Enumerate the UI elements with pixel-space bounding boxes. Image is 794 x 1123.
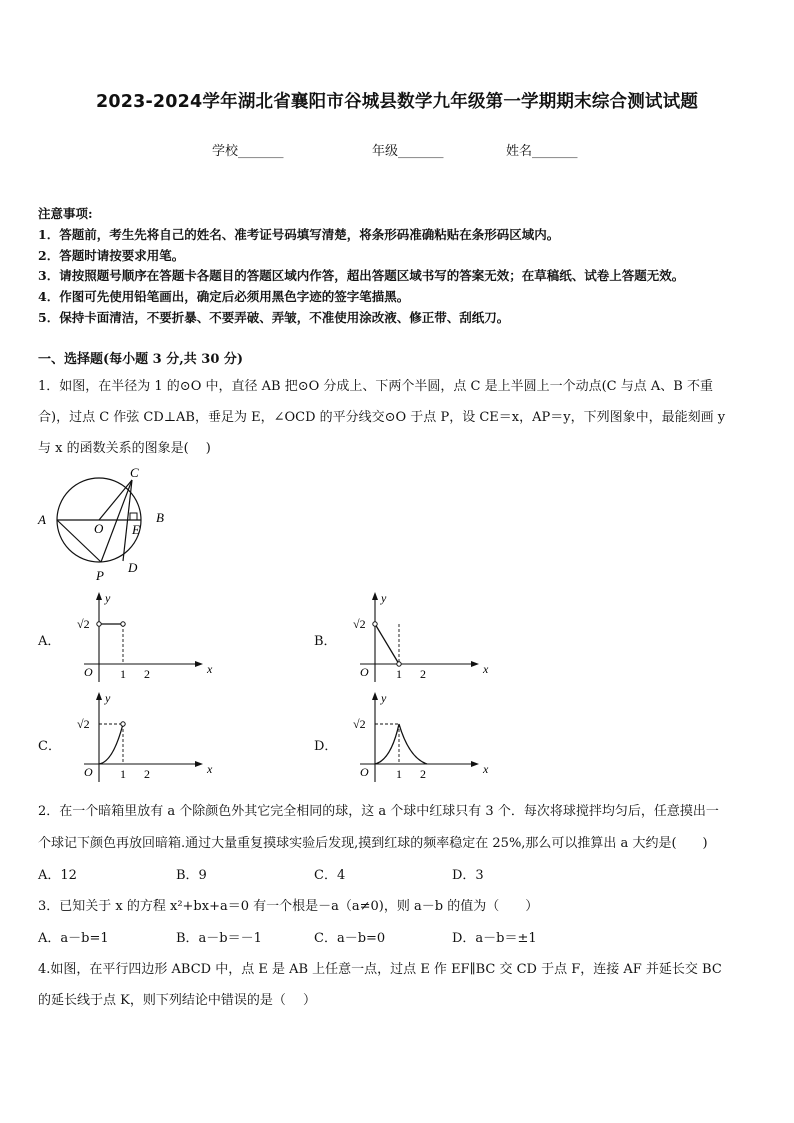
tick-2: 2: [144, 667, 150, 681]
q4-line-2: 的延长线于点 K，则下列结论中错误的是（ ）: [38, 993, 316, 1008]
q1-option-2-graph: [330, 590, 489, 690]
school-field: 学校_______: [212, 144, 284, 159]
tick-2: 2: [420, 667, 426, 681]
x-label: x: [207, 762, 213, 776]
q1-option-3-graph: [54, 690, 213, 790]
open-point-end: [397, 662, 401, 666]
sqrt2-label: √2: [353, 617, 366, 631]
y-arrow: [96, 692, 102, 700]
origin-label: O: [84, 765, 93, 779]
q2-option-a: A．12: [38, 868, 77, 883]
q3-option-c: C．a－b=0: [314, 931, 386, 946]
curve: [375, 724, 427, 764]
q1-line-2: 合)，过点 C 作弦 CD⊥AB，垂足为 E，∠OCD 的平分线交⊙O 于点 P，设 CE＝x，AP＝y，下列图象中，最能刻画 y: [38, 410, 726, 425]
origin-label: O: [84, 665, 93, 679]
x-arrow: [471, 661, 479, 667]
y-label: y: [381, 691, 387, 705]
q1-line-1: 1．如图，在半径为 1 的⊙O 中，直径 AB 把⊙O 分成上、下两个半圆，点 C 是上半圆上一个动点(C 与点 A、B 不重: [38, 379, 713, 394]
x-label: x: [207, 662, 213, 676]
notice-heading: 注意事项:: [38, 206, 93, 221]
q3-option-d: D．a－b＝±1: [452, 931, 537, 946]
section-heading: 一、选择题(每小题 3 分,共 30 分): [38, 352, 244, 367]
tick-1: 1: [120, 767, 126, 781]
q2-option-d: D．3: [452, 868, 484, 883]
q1-line-3: 与 x 的函数关系的图象是( ): [38, 441, 211, 456]
curve: [375, 624, 399, 664]
q1-option-4-graph: [330, 690, 489, 790]
notice-item-3: 3．请按照题号顺序在答题卡各题目的答题区域内作答，超出答题区域书写的答案无效；在草稿纸、试卷上答题无效。: [38, 268, 685, 283]
q1-option-1-graph: [54, 590, 213, 690]
q3-line: 3．已知关于 x 的方程 x²+bx+a＝0 有一个根是－a（a≠0)，则 a－b 的值为（ ）: [38, 899, 539, 914]
x-label: x: [483, 662, 489, 676]
y-arrow: [372, 592, 378, 600]
tick-2: 2: [144, 767, 150, 781]
notice-item-5: 5．保持卡面清洁，不要折暴、不要弄破、弄皱，不准使用涂改液、修正带、刮纸刀。: [38, 310, 510, 325]
y-label: y: [105, 591, 111, 605]
q2-line-1: 2．在一个暗箱里放有 a 个除颜色外其它完全相同的球，这 a 个球中红球只有 3 个．每次将球搅拌均匀后，任意摸出一: [38, 804, 719, 819]
q4-line-1: 4.如图，在平行四边形 ABCD 中，点 E 是 AB 上任意一点，过点 E 作 EF∥BC 交 CD 于点 F，连接 AF 并延长交 BC: [38, 962, 722, 977]
open-point-start: [373, 622, 377, 626]
y-arrow: [96, 592, 102, 600]
open-point-end: [121, 622, 125, 626]
name-field: 姓名_______: [506, 144, 578, 159]
label-A: A: [38, 512, 46, 527]
label-E: E: [132, 522, 140, 537]
x-arrow: [195, 761, 203, 767]
notice-item-2: 2．答题时请按要求用笔。: [38, 248, 185, 263]
sqrt2-label: √2: [353, 717, 366, 731]
y-label: y: [381, 591, 387, 605]
sqrt2-label: √2: [77, 617, 90, 631]
q3-option-a: A．a－b=1: [38, 931, 109, 946]
tick-1: 1: [120, 667, 126, 681]
q1-option-1-letter: A．: [38, 634, 61, 649]
origin-label: O: [360, 765, 369, 779]
q1-option-3-letter: C．: [38, 739, 61, 754]
label-P: P: [96, 568, 104, 583]
label-D: D: [128, 560, 138, 575]
grade-field: 年级_______: [372, 144, 444, 159]
tick-2: 2: [420, 767, 426, 781]
circle-figure: [34, 462, 174, 586]
label-O: O: [94, 521, 104, 536]
q1-option-4-letter: D．: [314, 739, 338, 754]
tick-1: 1: [396, 767, 402, 781]
q2-line-2: 个球记下颜色再放回暗箱.通过大量重复摸球实验后发现,摸到红球的频率稳定在 25%,那么可以推算出 a 大约是( ): [38, 836, 708, 851]
q2-option-b: B．9: [176, 868, 207, 883]
y-label: y: [105, 691, 111, 705]
q1-option-2-letter: B．: [314, 634, 337, 649]
x-arrow: [195, 661, 203, 667]
label-B: B: [156, 510, 164, 525]
origin-label: O: [360, 665, 369, 679]
label-C: C: [130, 465, 139, 480]
tick-1: 1: [396, 667, 402, 681]
exam-title: 2023-2024学年湖北省襄阳市谷城县数学九年级第一学期期末综合测试试题: [95, 92, 699, 112]
q3-option-b: B．a－b＝－1: [176, 931, 262, 946]
sqrt2-label: √2: [77, 717, 90, 731]
open-point-start: [97, 622, 101, 626]
x-arrow: [471, 761, 479, 767]
notice-item-4: 4．作图可先使用铅笔画出，确定后必须用黑色字迹的签字笔描黑。: [38, 289, 410, 304]
open-point-end: [121, 722, 125, 726]
curve: [99, 724, 123, 764]
notice-item-1: 1．答题前，考生先将自己的姓名、准考证号码填写清楚，将条形码准确粘贴在条形码区域内。: [38, 227, 560, 242]
x-label: x: [483, 762, 489, 776]
q2-option-c: C．4: [314, 868, 346, 883]
y-arrow: [372, 692, 378, 700]
